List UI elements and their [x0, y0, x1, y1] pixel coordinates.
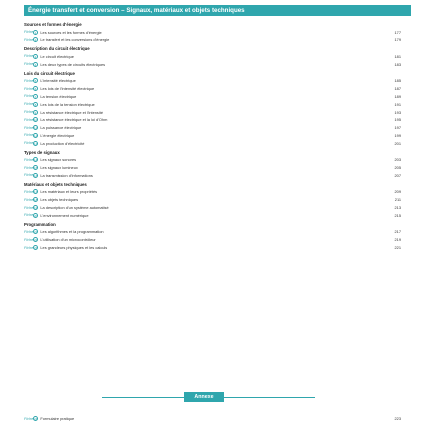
page-number: 187 [394, 86, 401, 92]
toc-row[interactable] [24, 415, 411, 423]
entry-title: La résistance électrique et la loi d'Ohm [40, 117, 108, 123]
fiche-label: Fiche [24, 125, 34, 130]
entry-title: L'environnement numérique [40, 212, 89, 218]
entry-title: La production d'électricité [40, 140, 85, 146]
fiche-label: Fiche [24, 94, 34, 99]
annexe-heading: Annexe [184, 392, 224, 402]
fiche-number-badge: 6 [34, 87, 37, 92]
fiche-number-badge: 12 [34, 133, 38, 138]
entry-title: Les matériaux et leurs propriétés [40, 189, 98, 195]
chapter-banner: Énergie transfert et conversion – Signaux, matériaux et objets techniques [24, 5, 411, 16]
fiche-number-badge: 14 [34, 158, 38, 163]
fiche-number-badge: 9 [34, 110, 37, 115]
entry-title: Les signaux sonores [40, 157, 77, 163]
toc-row[interactable] [24, 85, 411, 93]
toc-row[interactable] [24, 116, 411, 124]
fiche-label: Fiche [24, 416, 34, 421]
fiche-label: Fiche [24, 102, 34, 107]
fiche-label: Fiche [24, 141, 34, 146]
section-title: Matériaux et objets techniques [24, 181, 87, 187]
entry-title: La puissance électrique [40, 125, 82, 131]
entry-title: Les sources et les formes d'énergie [40, 29, 102, 35]
toc-row[interactable] [24, 204, 411, 212]
section-title: Sources et formes d'énergie [24, 22, 82, 27]
fiche-number-badge: 18 [34, 198, 38, 203]
toc-row[interactable] [24, 53, 411, 61]
fiche-number-badge: 21 [34, 230, 38, 235]
fiche-label: Fiche [24, 229, 34, 234]
toc-row[interactable] [24, 228, 411, 236]
entry-title: Le circuit électrique [40, 53, 74, 59]
page-number: 211 [394, 197, 401, 203]
toc-row[interactable] [24, 28, 411, 36]
toc-row[interactable] [24, 139, 411, 147]
page-number: 217 [394, 229, 401, 235]
page-number: 183 [394, 61, 401, 67]
page-number: 209 [394, 189, 401, 195]
fiche-number-badge: 15 [34, 166, 38, 171]
section-title: Programmation [24, 221, 56, 227]
fiche-number-badge: 23 [34, 246, 38, 251]
entry-title: Les signaux lumineux [40, 165, 78, 171]
entry-title: Le transfert et les conversions d'énergie [40, 37, 110, 43]
toc-row[interactable] [24, 100, 411, 108]
toc-row[interactable] [24, 236, 411, 244]
fiche-label: Fiche [24, 157, 34, 162]
entry-title: L'utilisation d'un microcontrôleur [40, 237, 96, 243]
fiche-label: Fiche [24, 189, 34, 194]
page-number: 201 [394, 140, 401, 146]
fiche-label: Fiche [24, 54, 34, 59]
table-of-contents [24, 22, 411, 251]
entry-title: La résistance électrique et l'intensité [40, 109, 103, 115]
fiche-label: Fiche [24, 86, 34, 91]
entry-title: Les deux types de circuits électriques [40, 61, 106, 67]
page-number: 203 [394, 157, 401, 163]
fiche-number-badge: 3 [34, 54, 37, 59]
page-number: 207 [394, 172, 401, 178]
page-number: 189 [394, 93, 401, 99]
page-number: 181 [394, 53, 401, 59]
fiche-label: Fiche [24, 117, 34, 122]
fiche-number-badge: 13 [34, 141, 38, 146]
fiche-label: Fiche [24, 205, 34, 210]
fiche-number-badge: 22 [34, 238, 38, 243]
toc-row[interactable] [24, 196, 411, 204]
fiche-number-badge: 2 [34, 38, 37, 43]
page-number: 193 [394, 109, 401, 115]
toc-row[interactable] [24, 60, 411, 68]
toc-row[interactable] [24, 171, 411, 179]
page-number: 197 [394, 125, 401, 131]
page-number: 221 [394, 245, 401, 251]
fiche-number-badge: 19 [34, 206, 38, 211]
entry-title: Les algorithmes et la programmation [40, 229, 104, 235]
toc-row[interactable] [24, 164, 411, 172]
fiche-number-badge: 8 [34, 102, 37, 107]
fiche-label: Fiche [24, 37, 34, 42]
toc-row[interactable] [24, 188, 411, 196]
fiche-number-badge: 16 [34, 173, 38, 178]
page-number: 205 [394, 165, 401, 171]
toc-row[interactable] [24, 244, 411, 252]
fiche-label: Fiche [24, 133, 34, 138]
entry-title: Les objets techniques [40, 197, 79, 203]
entry-title: Les grandeurs physiques et les calculs [40, 245, 108, 251]
fiche-number-badge: 1 [34, 30, 37, 35]
page-number: 219 [394, 237, 401, 243]
page-number: 215 [394, 212, 401, 218]
fiche-label: Fiche [24, 62, 34, 67]
fiche-label: Fiche [24, 30, 34, 35]
fiche-number-badge: 4 [34, 62, 37, 67]
toc-row[interactable] [24, 124, 411, 132]
fiche-label: Fiche [24, 237, 34, 242]
toc-row[interactable] [24, 132, 411, 140]
annexe-entry[interactable] [24, 415, 411, 423]
fiche-number-badge: 7 [34, 94, 37, 99]
fiche-label: Fiche [24, 78, 34, 83]
page-number: 177 [394, 29, 401, 35]
toc-row[interactable] [24, 93, 411, 101]
entry-title: Les lois de la tension électrique [40, 101, 95, 107]
toc-row[interactable] [24, 77, 411, 85]
page-number: 195 [394, 117, 401, 123]
fiche-label: Fiche [24, 213, 34, 218]
entry-title: L'énergie électrique [40, 132, 75, 138]
entry-title: L'intensité électrique [40, 78, 76, 84]
fiche-number-badge: 10 [34, 118, 38, 123]
section-title: Description du circuit électrique [24, 46, 90, 52]
fiche-label: Fiche [24, 245, 34, 250]
page-number: 213 [394, 205, 401, 211]
fiche-number-badge: 20 [34, 213, 38, 218]
page-number: 185 [394, 78, 401, 84]
fiche-label: Fiche [24, 165, 34, 170]
fiche-label: Fiche [24, 197, 34, 202]
fiche-number-badge: 5 [34, 79, 37, 84]
fiche-number-badge: 24 [34, 417, 38, 422]
page-number: 199 [394, 132, 401, 138]
page-number: 179 [394, 37, 401, 43]
entry-title: Formulaire pratique [40, 416, 75, 422]
entry-title: La tension électrique [40, 93, 77, 99]
page-number: 223 [394, 416, 401, 422]
entry-title: La description d'un système automatisé [40, 205, 109, 211]
section-title: Lois du circuit électrique [24, 70, 75, 76]
toc-row[interactable] [24, 108, 411, 116]
page-number: 191 [394, 101, 401, 107]
toc-row[interactable] [24, 211, 411, 219]
fiche-label: Fiche [24, 173, 34, 178]
fiche-number-badge: 11 [34, 126, 38, 131]
toc-row[interactable] [24, 36, 411, 44]
entry-title: La transmission d'informations [40, 172, 93, 178]
entry-title: Les lois de l'intensité électrique [40, 86, 95, 92]
fiche-label: Fiche [24, 110, 34, 115]
toc-row[interactable] [24, 156, 411, 164]
fiche-number-badge: 17 [34, 190, 38, 195]
section-title: Types de signaux [24, 149, 60, 155]
